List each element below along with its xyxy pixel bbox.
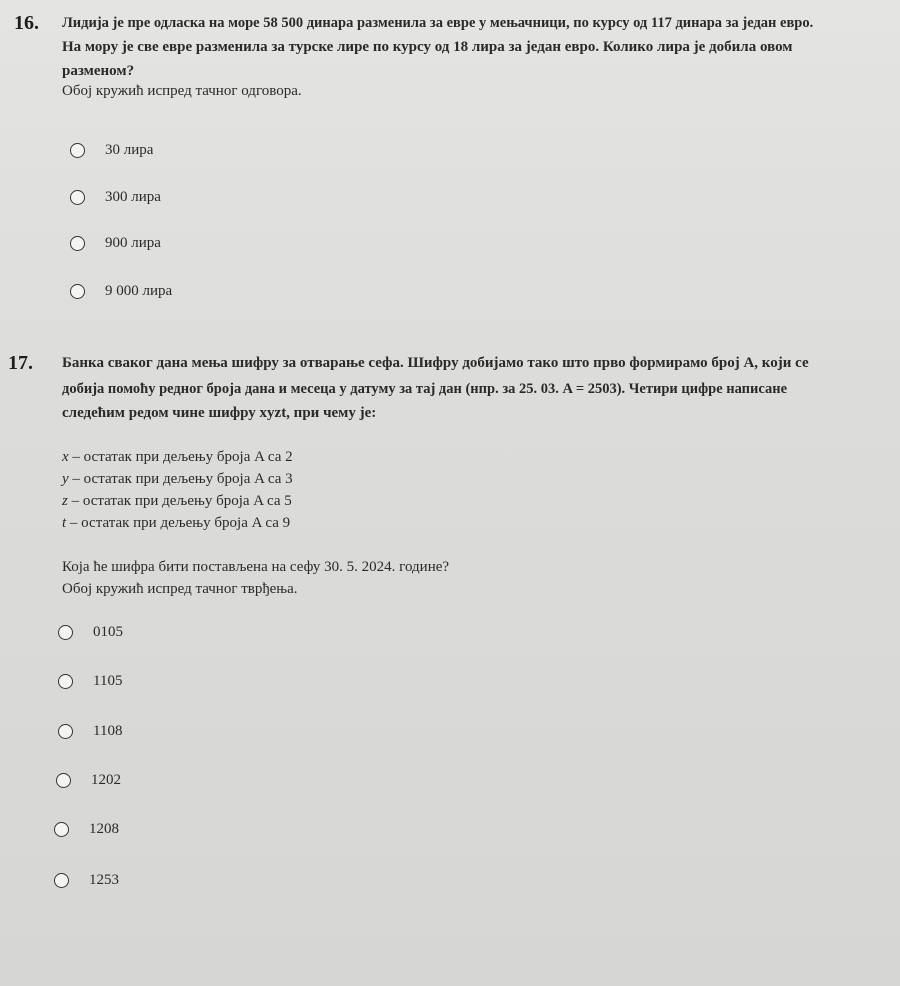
radio-circle-icon[interactable] — [70, 143, 85, 158]
condition-y-var: y — [62, 471, 69, 487]
q17-option-6-label: 1253 — [89, 871, 119, 888]
q16-option-1[interactable] — [70, 139, 153, 161]
q17-option-5-label: 1208 — [89, 820, 119, 837]
q17-option-1[interactable] — [58, 621, 123, 643]
q17-option-3-label: 1108 — [93, 722, 123, 739]
question-17-line-3: следећим редом чине шифру xyzt, при чему је: — [62, 405, 377, 421]
q17-option-5[interactable] — [54, 818, 119, 840]
q17-option-2-label: 1105 — [93, 672, 123, 689]
question-16-line-2: На мору је све евре разменила за турске лире по курсу од 18 лира за један евро. Колико лира је добила овом — [62, 39, 793, 55]
condition-t-var: t — [62, 515, 67, 531]
condition-x-text: – остатак при дељењу броја A са 2 — [68, 449, 293, 465]
q17-option-1-label: 0105 — [93, 623, 123, 640]
q16-option-2-label: 300 лира — [105, 188, 161, 205]
q17-option-2[interactable] — [58, 670, 122, 692]
condition-y — [62, 468, 293, 490]
question-16-number: 16. — [14, 12, 39, 34]
q17-option-6[interactable] — [54, 869, 119, 891]
question-17-line-1: Банка сваког дана мења шифру за отварање сефа. Шифру добијамо тако што прво формирамо број A, који се — [62, 355, 809, 371]
condition-t-text: – остатак при дељењу броја A са 9 — [66, 515, 291, 531]
q16-option-2[interactable] — [70, 186, 161, 208]
condition-x — [62, 446, 293, 468]
condition-x-var: x — [62, 449, 69, 465]
q17-option-4[interactable] — [56, 769, 121, 791]
radio-circle-icon[interactable] — [70, 190, 85, 205]
condition-z-text: – остатак при дељењу броја A са 5 — [67, 493, 292, 509]
question-16-line-1: Лидија је пре одласка на море 58 500 динара разменила за евре у мењачници, по курсу од 117 динара за један евро. — [62, 15, 814, 31]
condition-z-var: z — [62, 493, 68, 509]
q16-option-3-label: 900 лира — [105, 234, 161, 251]
q16-option-4-label: 9 000 лира — [105, 282, 173, 299]
radio-circle-icon[interactable] — [56, 773, 71, 788]
q16-option-1-label: 30 лира — [105, 141, 154, 158]
condition-t — [62, 512, 290, 534]
q16-option-4[interactable] — [70, 280, 172, 302]
question-16-instruction: Обој кружић испред тачног одговора. — [62, 83, 302, 99]
q17-option-4-label: 1202 — [91, 771, 121, 788]
radio-circle-icon[interactable] — [70, 284, 85, 299]
radio-circle-icon[interactable] — [58, 724, 73, 739]
radio-circle-icon[interactable] — [58, 674, 73, 689]
radio-circle-icon[interactable] — [54, 873, 69, 888]
q17-option-3[interactable] — [58, 720, 122, 742]
q16-option-3[interactable] — [70, 232, 161, 254]
question-17-number: 17. — [8, 352, 33, 374]
radio-circle-icon[interactable] — [58, 625, 73, 640]
condition-y-text: – остатак при дељењу броја A са 3 — [68, 471, 293, 487]
question-17-prompt: Која ће шифра бити постављена на сефу 30. 5. 2024. године? — [62, 559, 450, 575]
condition-z — [62, 490, 292, 512]
radio-circle-icon[interactable] — [70, 236, 85, 251]
question-17-line-2: добија помоћу редног броја дана и месеца у датуму за тај дан (нпр. за 25. 03. A = 2503). Четири цифре написане — [62, 381, 788, 397]
radio-circle-icon[interactable] — [54, 822, 69, 837]
question-17-instruction: Обој кружић испред тачног тврђења. — [62, 581, 298, 597]
question-16-line-3: разменом? — [62, 63, 135, 79]
